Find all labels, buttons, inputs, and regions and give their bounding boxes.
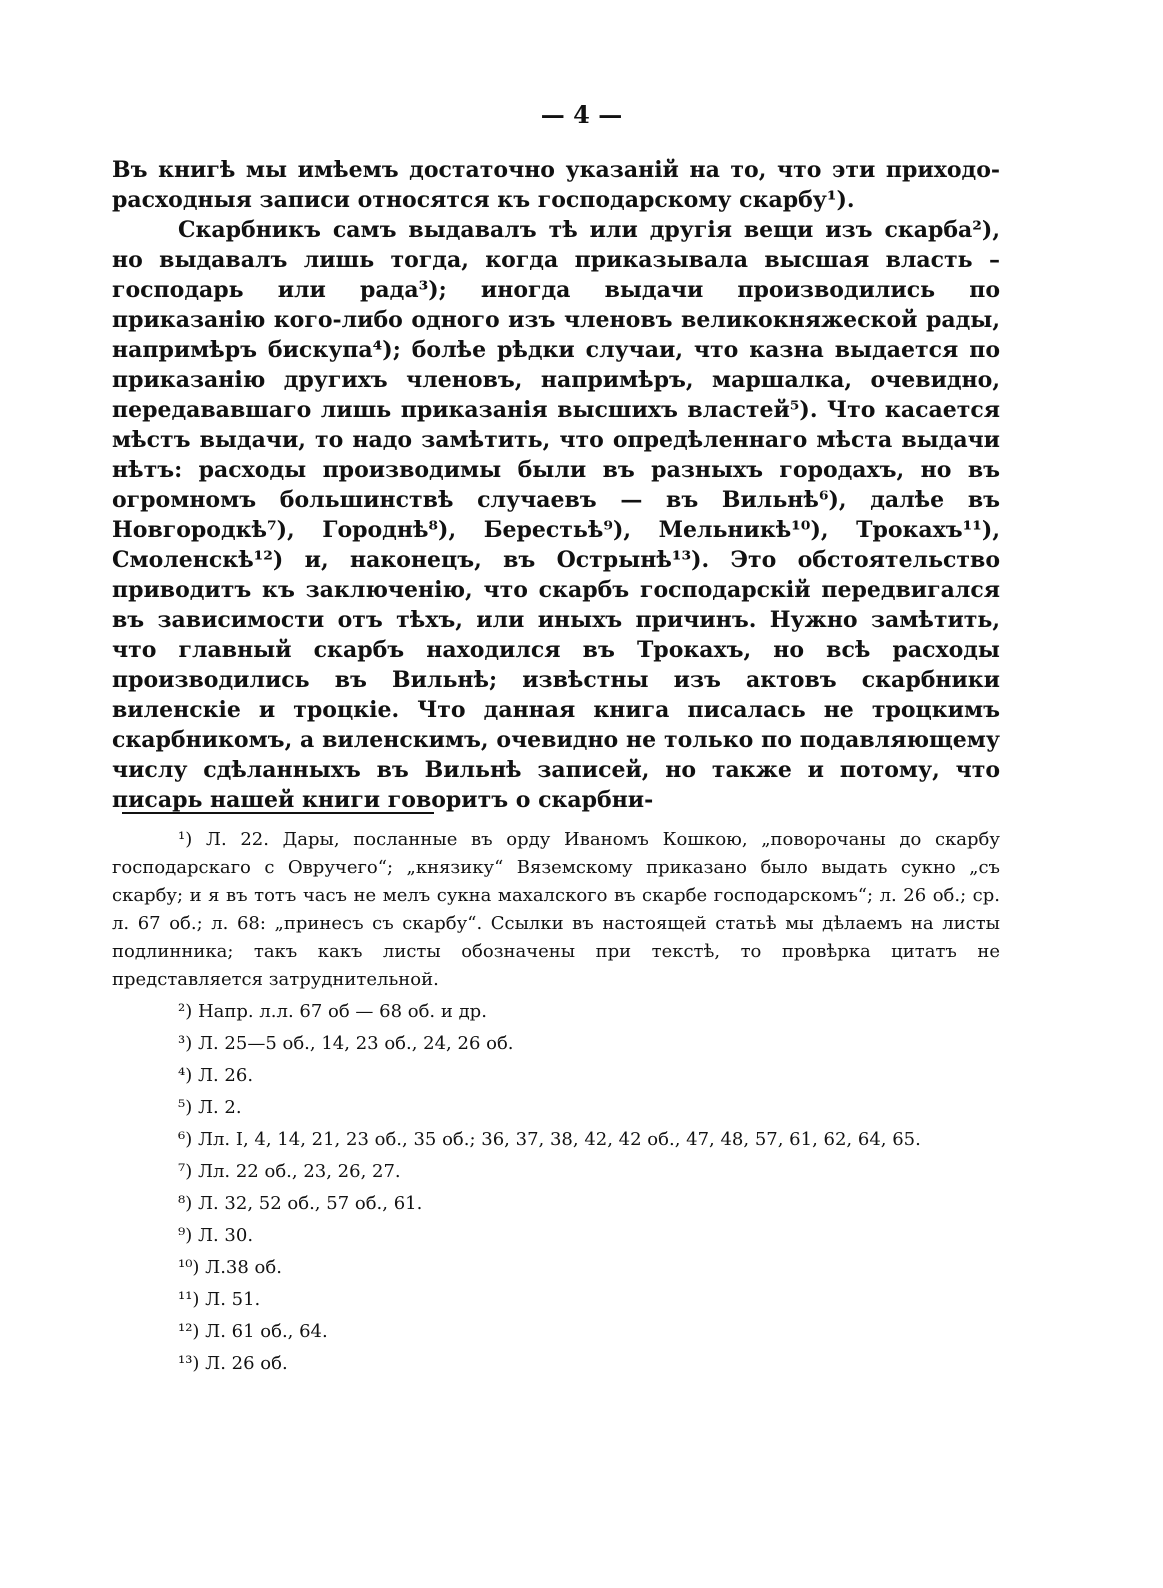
footnotes (112, 826, 1000, 1382)
footnote-10: ¹⁰) Л.38 об. (178, 1257, 282, 1278)
footnote-6: ⁶) Лл. I, 4, 14, 21, 23 об., 35 об.; 36, 37, 38, 42, 42 об., 47, 48, 57, 61, 62, 64, 65. (178, 1129, 921, 1150)
footnote-3: ³) Л. 25—5 об., 14, 23 об., 24, 26 об. (178, 1033, 514, 1054)
footnote-12: ¹²) Л. 61 об., 64. (178, 1321, 328, 1342)
footnote-divider (122, 812, 434, 814)
paragraph-intro: Въ книгѣ мы имѣемъ достаточно указаній на то, что эти приходо-расходныя записи относятся къ господарскому скарбу¹). (112, 157, 1000, 213)
footnote-13: ¹³) Л. 26 об. (178, 1353, 288, 1374)
paragraph-main: Скарбникъ самъ выдавалъ тѣ или другія вещи изъ скарба²), но выдавалъ лишь тогда, когда приказывала высшая власть – господарь или рада³); иногда выдачи производились по приказанію кого-либо одного изъ членовъ великокняжеской рады, напримѣръ бискупа⁴); болѣе рѣдки случаи, что казна выдается по приказанію другихъ членовъ, напримѣръ, маршалка, очевидно, передававшаго лишь приказанія высшихъ властей⁵). Что касается мѣстъ выдачи, то надо замѣтить, что опредѣленнаго мѣста выдачи нѣтъ: расходы производимы были въ разныхъ городахъ, но въ огромномъ большинствѣ случаевъ — въ Вильнѣ⁶), далѣе въ Новгородкѣ⁷), Городнѣ⁸), Берестьѣ⁹), Мельникѣ¹⁰), Трокахъ¹¹), Смоленскѣ¹²) и, наконецъ, въ Острынѣ¹³). Это обстоятельство приводитъ къ заключенію, что скарбъ господарскій передвигался въ зависимости отъ тѣхъ, или иныхъ причинъ. Нужно замѣтить, что главный скарбъ находился въ Трокахъ, но всѣ расходы производились въ Вильнѣ; извѣстны изъ актовъ скарбники виленскіе и троцкіе. Что данная книга писалась не троцкимъ скарбникомъ, а виленскимъ, очевидно не только по подавляющему числу сдѣланныхъ въ Вильнѣ записей, но также и потому, что писарь нашей книги говоритъ о скарбни- (112, 217, 1000, 813)
main-text (112, 155, 1000, 815)
page-number: — 4 — (540, 100, 623, 129)
footnote-11: ¹¹) Л. 51. (178, 1289, 261, 1310)
footnote-2: ²) Напр. л.л. 67 об — 68 об. и др. (178, 1001, 487, 1022)
footnote-9: ⁹) Л. 30. (178, 1225, 254, 1246)
footnote-8: ⁸) Л. 32, 52 об., 57 об., 61. (178, 1193, 423, 1214)
footnote-4: ⁴) Л. 26. (178, 1065, 254, 1086)
footnote-5: ⁵) Л. 2. (178, 1097, 242, 1118)
footnote-7: ⁷) Лл. 22 об., 23, 26, 27. (178, 1161, 401, 1182)
footnote-1: ¹) Л. 22. Дары, посланные въ орду Иваномъ Кошкою, „поворочаны до скарбу господарскаго с Овручего“; „князику“ Вяземскому приказано было выдать сукно „съ скарбу; и я въ тотъ часъ не мелъ сукна махалского въ скарбе господарскомъ“; л. 26 об.; ср. л. 67 об.; л. 68: „принесъ съ скарбу“. Ссылки въ настоящей статьѣ мы дѣлаемъ на листы подлинника; такъ какъ листы обозначены при текстѣ, то провѣрка цитатъ не представляется затруднительной. (112, 829, 1000, 990)
